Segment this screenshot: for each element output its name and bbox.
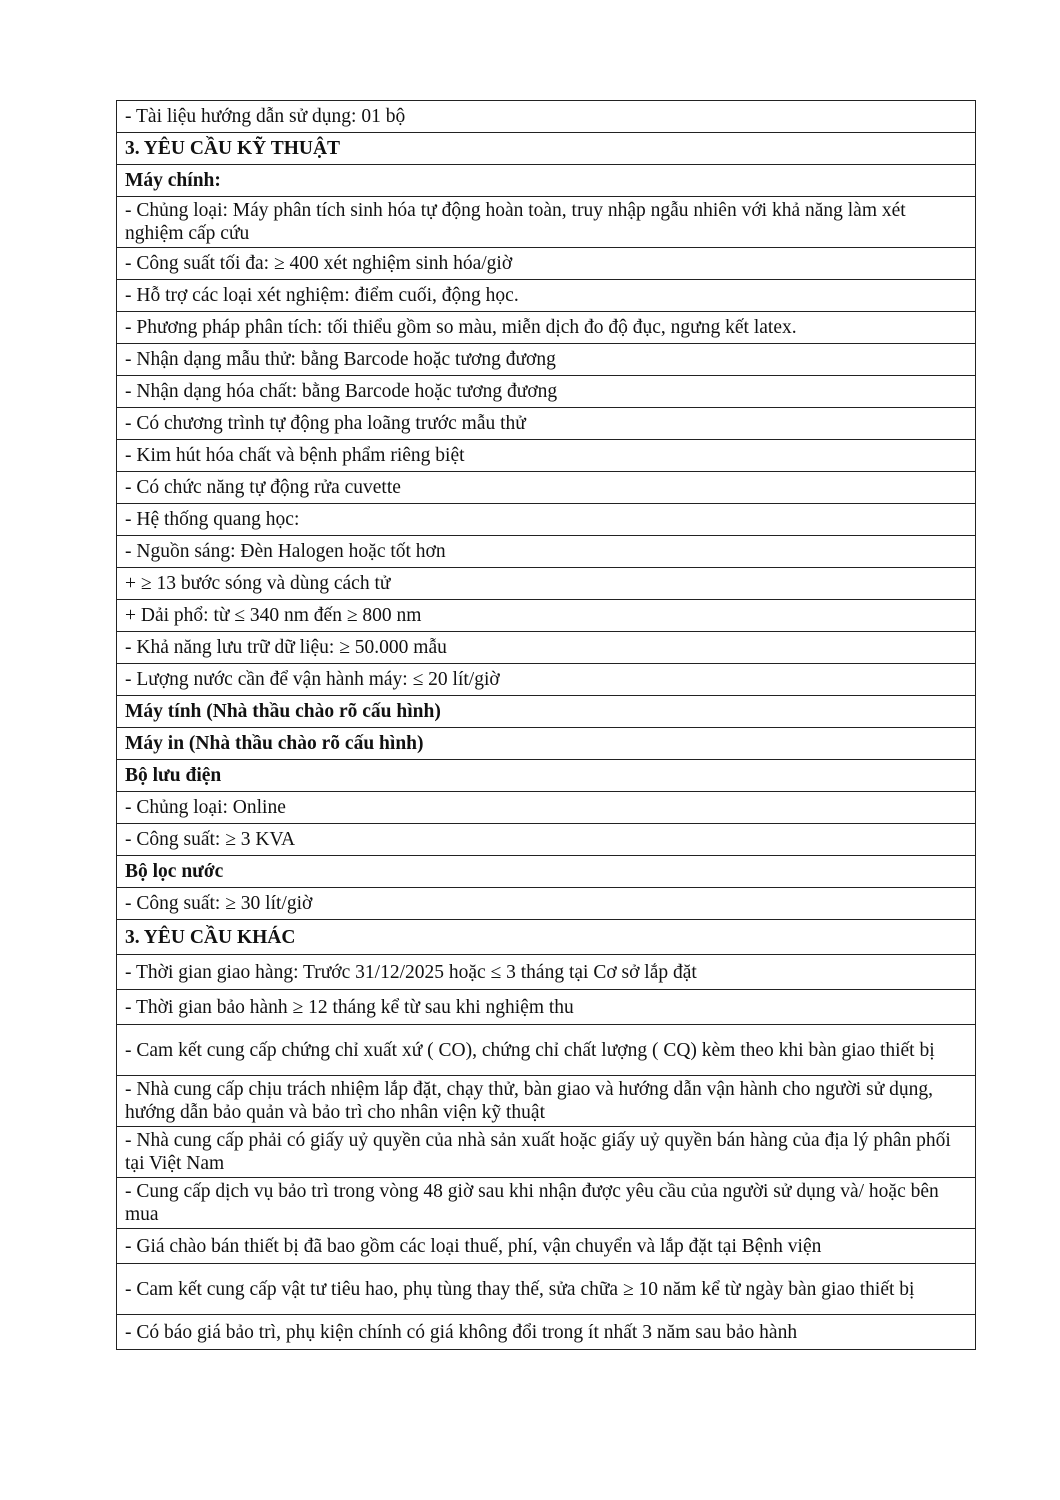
spec-item-cell: - Nguồn sáng: Đèn Halogen hoặc tốt hơn (117, 536, 976, 568)
spec-item-cell: - Khả năng lưu trữ dữ liệu: ≥ 50.000 mẫu (117, 632, 976, 664)
spec-item-cell: + Dải phổ: từ ≤ 340 nm đến ≥ 800 nm (117, 600, 976, 632)
section-heading-cell: Bộ lọc nước (117, 856, 976, 888)
table-row (117, 197, 976, 248)
table-row (117, 1025, 976, 1076)
section-heading-cell: Máy chính: (117, 165, 976, 197)
spec-item-cell: - Có chức năng tự động rửa cuvette (117, 472, 976, 504)
spec-item-cell: - Phương pháp phân tích: tối thiểu gồm so màu, miễn dịch đo độ đục, ngưng kết latex. (117, 312, 976, 344)
spec-item-cell: - Công suất: ≥ 3 KVA (117, 824, 976, 856)
spec-item-cell: - Hệ thống quang học: (117, 504, 976, 536)
table-row (117, 376, 976, 408)
table-row (117, 888, 976, 920)
specification-table (116, 100, 976, 1350)
table-row (117, 920, 976, 955)
spec-item-cell: - Chủng loại: Online (117, 792, 976, 824)
section-heading-cell: Bộ lưu điện (117, 760, 976, 792)
spec-item-cell: - Có chương trình tự động pha loãng trước mẫu thử (117, 408, 976, 440)
table-row (117, 1315, 976, 1350)
spec-item-cell: - Hỗ trợ các loại xét nghiệm: điểm cuối, động học. (117, 280, 976, 312)
spec-item-cell: - Nhận dạng hóa chất: bằng Barcode hoặc tương đương (117, 376, 976, 408)
spec-item-cell: - Cam kết cung cấp chứng chỉ xuất xứ ( CO), chứng chỉ chất lượng ( CQ) kèm theo khi bàn giao thiết bị (117, 1025, 976, 1076)
spec-item-cell: - Công suất: ≥ 30 lít/giờ (117, 888, 976, 920)
table-row (117, 280, 976, 312)
table-row (117, 1264, 976, 1315)
table-row (117, 344, 976, 376)
table-row (117, 101, 976, 133)
table-row (117, 165, 976, 197)
table-row (117, 568, 976, 600)
table-row (117, 955, 976, 990)
spec-item-cell: - Giá chào bán thiết bị đã bao gồm các loại thuế, phí, vận chuyển và lắp đặt tại Bệnh viện (117, 1229, 976, 1264)
table-row (117, 504, 976, 536)
spec-item-cell: - Có báo giá bảo trì, phụ kiện chính có giá không đổi trong ít nhất 3 năm sau bảo hành (117, 1315, 976, 1350)
spec-item-cell: - Thời gian bảo hành ≥ 12 tháng kể từ sau khi nghiệm thu (117, 990, 976, 1025)
specification-table-body (117, 101, 976, 1350)
spec-item-cell: - Nhận dạng mẫu thử: bằng Barcode hoặc tương đương (117, 344, 976, 376)
table-row (117, 760, 976, 792)
table-row (117, 600, 976, 632)
table-row (117, 664, 976, 696)
table-row (117, 824, 976, 856)
spec-item-cell: - Cam kết cung cấp vật tư tiêu hao, phụ tùng thay thế, sửa chữa ≥ 10 năm kể từ ngày bàn giao thiết bị (117, 1264, 976, 1315)
table-row (117, 1178, 976, 1229)
spec-item-cell: - Công suất tối đa: ≥ 400 xét nghiệm sinh hóa/giờ (117, 248, 976, 280)
table-row (117, 1229, 976, 1264)
spec-item-cell: - Nhà cung cấp chịu trách nhiệm lắp đặt, chạy thử, bàn giao và hướng dẫn vận hành cho người sử dụng, hướng dẫn bảo quản và bảo trì cho nhân viện kỹ thuật (117, 1076, 976, 1127)
table-row (117, 248, 976, 280)
table-row (117, 1076, 976, 1127)
section-heading-cell: 3. YÊU CẦU KHÁC (117, 920, 976, 955)
spec-item-cell: - Kim hút hóa chất và bệnh phẩm riêng biệt (117, 440, 976, 472)
spec-item-cell: - Chủng loại: Máy phân tích sinh hóa tự động hoàn toàn, truy nhập ngẫu nhiên với khả năng làm xét nghiệm cấp cứu (117, 197, 976, 248)
table-row (117, 440, 976, 472)
table-row (117, 536, 976, 568)
table-row (117, 312, 976, 344)
spec-item-cell: - Lượng nước cần để vận hành máy: ≤ 20 lít/giờ (117, 664, 976, 696)
section-heading-cell: 3. YÊU CẦU KỸ THUẬT (117, 133, 976, 165)
table-row (117, 632, 976, 664)
table-row (117, 1127, 976, 1178)
table-row (117, 472, 976, 504)
spec-item-cell: - Nhà cung cấp phải có giấy uỷ quyền của nhà sản xuất hoặc giấy uỷ quyền bán hàng của địa lý phân phối tại Việt Nam (117, 1127, 976, 1178)
section-heading-cell: Máy tính (Nhà thầu chào rõ cấu hình) (117, 696, 976, 728)
table-row (117, 792, 976, 824)
spec-item-cell: - Thời gian giao hàng: Trước 31/12/2025 hoặc ≤ 3 tháng tại Cơ sở lắp đặt (117, 955, 976, 990)
table-row (117, 408, 976, 440)
table-row (117, 990, 976, 1025)
spec-item-cell: - Tài liệu hướng dẫn sử dụng: 01 bộ (117, 101, 976, 133)
table-row (117, 728, 976, 760)
table-row (117, 696, 976, 728)
section-heading-cell: Máy in (Nhà thầu chào rõ cấu hình) (117, 728, 976, 760)
spec-item-cell: + ≥ 13 bước sóng và dùng cách tử (117, 568, 976, 600)
table-row (117, 133, 976, 165)
table-row (117, 856, 976, 888)
spec-item-cell: - Cung cấp dịch vụ bảo trì trong vòng 48 giờ sau khi nhận được yêu cầu của người sử dụng và/ hoặc bên mua (117, 1178, 976, 1229)
